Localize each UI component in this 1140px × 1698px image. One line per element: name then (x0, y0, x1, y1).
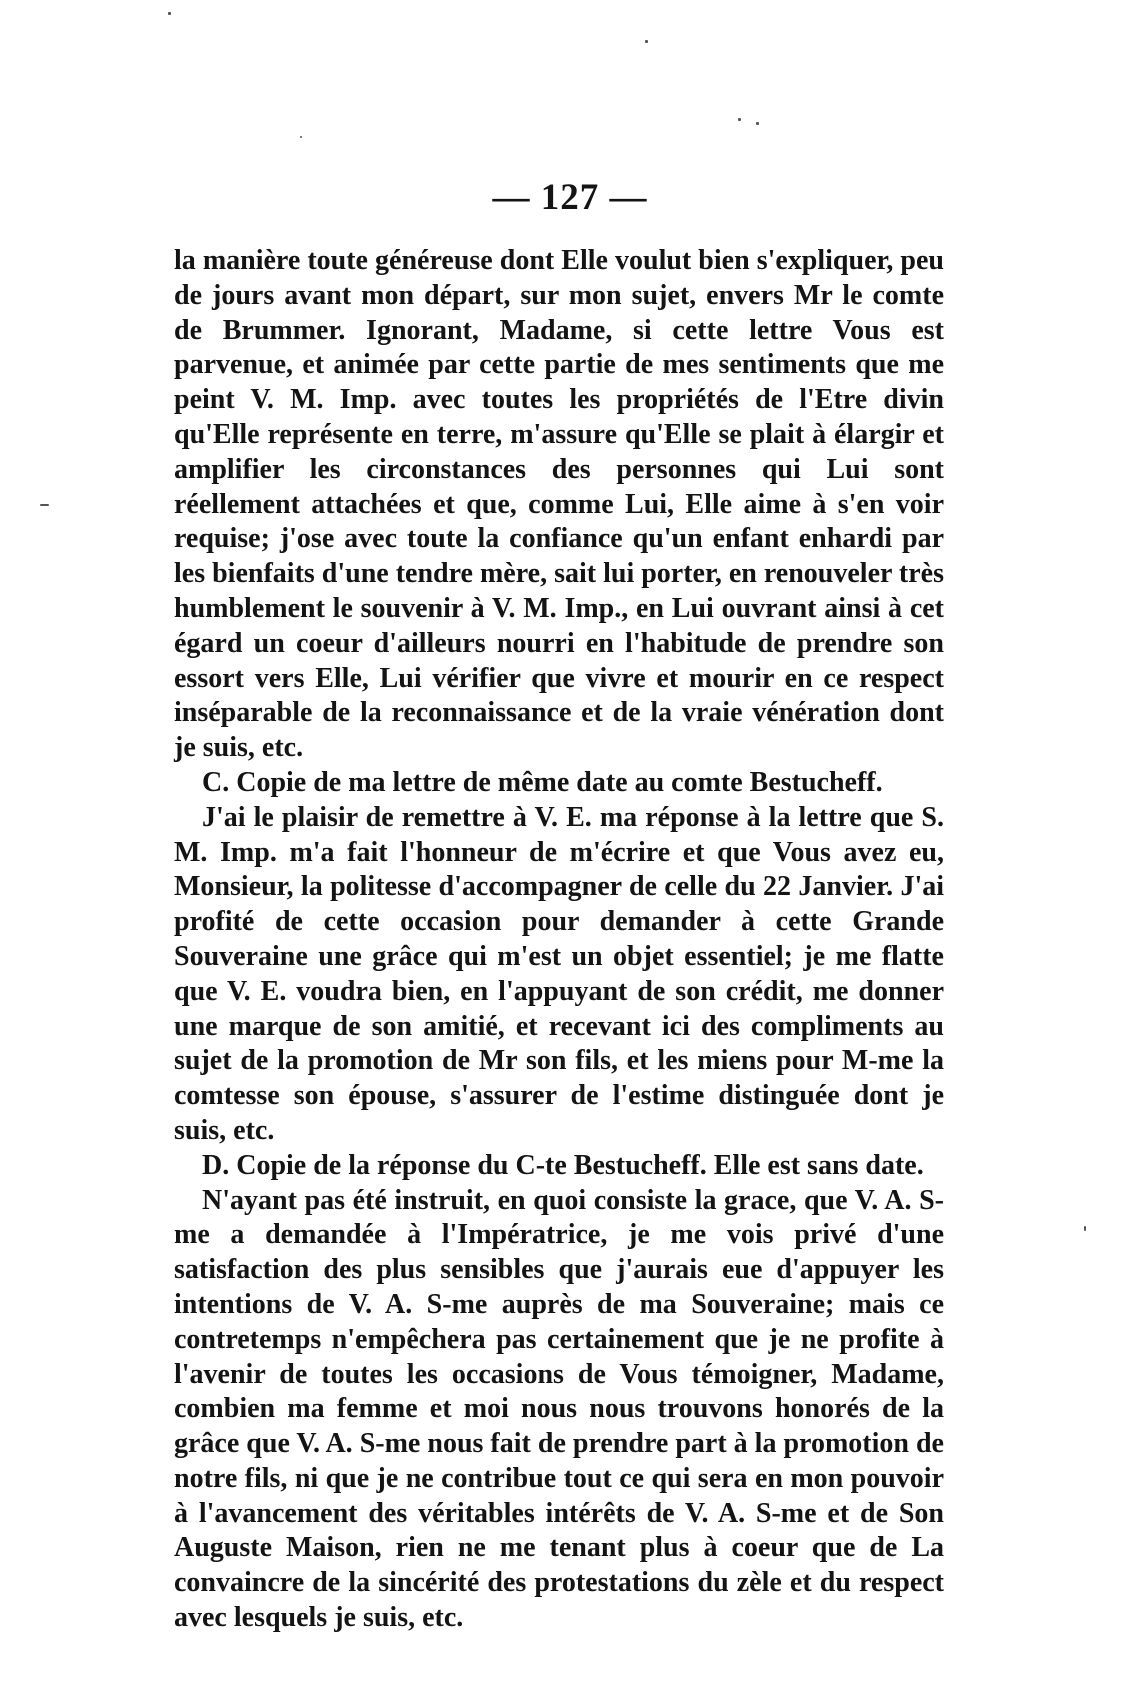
paragraph-reply-bestucheff: N'ayant pas été instruit, en quoi consiste la grace, que V. A. S-me a demandée à l'Impératrice, je me vois privé d'une satisfaction des plus sensibles que j'aurais eue d'appuyer les intentions de V. A. S-me auprès de ma Souveraine; mais ce contretemps n'empêchera pas certainement que je ne profite à l'avenir de toutes les occasions de Vous témoigner, Madame, combien ma femme et moi nous nous trouvons honorés de la grâce que V. A. S-me nous fait de prendre part à la promotion de notre fils, ni que je ne contribue tout ce qui sera en mon pouvoir à l'avancement des véritables intérêts de V. A. S-me et de Son Auguste Maison, rien ne me tenant plus à coeur que de La convaincre de la sincérité des protestations du zèle et du respect avec lesquels je suis, etc. (174, 1184, 944, 1634)
print-speck (756, 122, 759, 125)
paragraph-heading-c: C. Copie de ma lettre de même date au comte Bestucheff. (202, 766, 883, 798)
print-speck (300, 136, 302, 138)
paragraph-continuation: la manière toute généreuse dont Elle voulut bien s'expliquer, peu de jours avant mon départ, sur mon sujet, envers Mr le comte de Brummer. Ignorant, Madame, si cette lettre Vous est parvenue, et animée par cette partie de mes sentiments que me peint V. M. Imp. avec toutes les propriétés de l'Etre divin qu'Elle représente en terre, m'assure qu'Elle se plait à élargir et amplifier les circonstances des personnes qui Lui sont réellement attachées et que, comme Lui, Elle aime à s'en voir requise; j'ose avec toute la confiance qu'un enfant enhardi par les bienfaits d'une tendre mère, sait lui porter, en renouveler très humblement le souvenir à V. M. Imp., en Lui ouvrant ainsi à cet égard un coeur d'ailleurs nourri en l'habitude de prendre son essort vers Elle, Lui vérifier que vivre et mourir en ce respect inséparable de la reconnaissance et de la vraie vénération dont je suis, etc. (174, 245, 944, 764)
margin-dash (40, 504, 49, 506)
page-number: — 127 — (492, 177, 648, 218)
print-speck (1084, 1226, 1086, 1231)
print-speck (168, 12, 171, 15)
print-speck (645, 40, 648, 43)
print-speck (738, 118, 741, 121)
paragraph-heading-d: D. Copie de la réponse du C-te Bestucheff. Elle est sans date. (202, 1149, 924, 1181)
paragraph-letter-bestucheff: J'ai le plaisir de remettre à V. E. ma réponse à la lettre que S. M. Imp. m'a fait l'honneur de m'écrire et que Vous avez eu, Monsieur, la politesse d'accompagner de celle du 22 Janvier. J'ai profité de cette occasion pour demander à cette Grande Souveraine une grâce qui m'est un objet essentiel; je me flatte que V. E. voudra bien, en l'appuyant de son crédit, me donner une marque de son amitié, et recevant ici des compliments au sujet de la promotion de Mr son fils, et les miens pour M-me la comtesse son épouse, s'assurer de l'estime distinguée dont je suis, etc. (174, 801, 944, 1146)
body-text (174, 244, 944, 1636)
